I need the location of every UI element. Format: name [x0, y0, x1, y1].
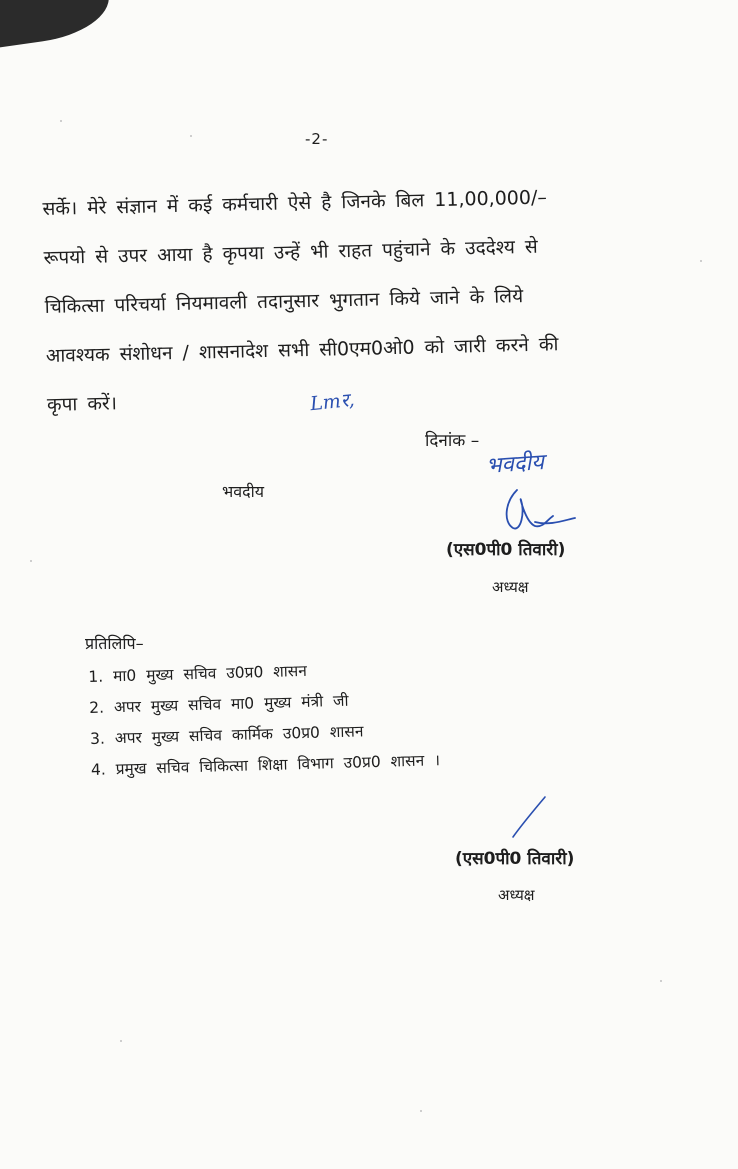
letter-line: चिकित्सा परिचर्या नियमावली तदानुसार भुगतान किये जाने के लिये: [44, 285, 524, 318]
copy-to-item: 3. अपर मुख्य सचिव कार्मिक उ0प्र0 शासन: [89, 722, 364, 748]
handwritten-signature: [495, 482, 585, 537]
closing-salutation: भवदीय: [222, 482, 265, 501]
scan-speck: [120, 1040, 122, 1042]
copy-to-heading: प्रतिलिपि–: [85, 634, 144, 653]
scan-speck: [660, 980, 662, 982]
copy-to-item: 2. अपर मुख्य सचिव मा0 मुख्य मंत्री जी: [89, 691, 349, 717]
scan-speck: [190, 135, 192, 137]
scan-shadow-corner: [0, 0, 114, 48]
scan-speck: [700, 260, 702, 262]
letter-line: आवश्यक संशोधन / शासनादेश सभी सी0एम0ओ0 को जारी करने की: [45, 333, 559, 367]
copy-to-item: 4. प्रमुख सचिव चिकित्सा शिक्षा विभाग उ0प्र0 शासन ।: [90, 751, 441, 779]
letter-line: रूपयो से उपर आया है कृपया उन्हें भी राहत पहुंचाने के उददेश्य से: [43, 235, 538, 269]
signatory-title-copy: अध्यक्ष: [498, 886, 535, 904]
handwritten-initial: Lmर,: [309, 388, 356, 416]
pen-initial-stroke: [505, 793, 555, 843]
handwritten-closing: भवदीय: [485, 450, 545, 479]
signatory-title: अध्यक्ष: [492, 578, 529, 596]
page-number: -2-: [305, 130, 329, 148]
date-label: दिनांक –: [425, 431, 480, 451]
scan-speck: [420, 1110, 422, 1112]
copy-to-list: [88, 647, 611, 785]
letter-line: सर्के। मेरे संज्ञान में कई कर्मचारी ऐसे है जिनके बिल 11,00,000/–: [42, 186, 548, 220]
scan-speck: [60, 120, 62, 122]
scan-speck: [30, 560, 32, 562]
signatory-name-copy: (एस0पी0 तिवारी): [455, 849, 575, 869]
letter-line: कृपा करें।: [46, 392, 118, 416]
copy-to-item: 1. मा0 मुख्य सचिव उ0प्र0 शासन: [88, 661, 308, 686]
signatory-name: (एस0पी0 तिवारी): [446, 540, 566, 560]
letter-body: [42, 171, 667, 430]
